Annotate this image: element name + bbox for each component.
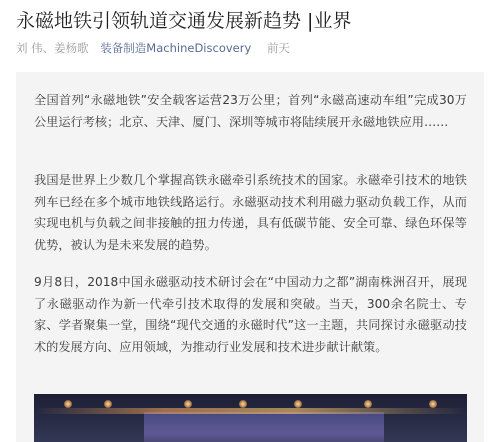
article-paragraph: 全国首列“永磁地铁”安全载客运营23万公里；首列“永磁高速动车组”完成30万公里运行考核；北京、天津、厦门、深圳等城市将陆续展开永磁地铁应用……	[34, 93, 467, 129]
article-body	[16, 72, 484, 442]
stage-light	[294, 400, 302, 408]
stage-light	[104, 400, 112, 408]
article-title: 永磁地铁引领轨道交通发展新趋势 |业界	[16, 10, 352, 32]
article-meta	[16, 40, 290, 56]
account-link[interactable]: 装备制造MachineDiscovery	[100, 41, 252, 55]
publish-date: 前天	[266, 41, 290, 55]
article-authors: 刘 伟、姜杨歌	[16, 41, 89, 55]
conference-photo[interactable]	[34, 394, 467, 442]
stage-glow	[34, 408, 467, 414]
stage-light	[184, 400, 192, 408]
stage-light	[239, 400, 247, 408]
stage-screen	[144, 412, 384, 442]
stage-light	[429, 400, 437, 408]
stage-light	[64, 400, 72, 408]
stage-light	[364, 400, 372, 408]
article-paragraph: 我国是世界上少数几个掌握高铁永磁牵引系统技术的国家。永磁牵引技术的地铁列车已经在多个城市地铁线路运行。永磁驱动技术利用磁力驱动负载工作，从而实现电机与负载之间非接触的扭力传递，具有低碳节能、安全可靠、绿色环保等优势，被认为是未来发展的趋势。	[34, 173, 467, 252]
article-paragraph: 9月8日，2018中国永磁驱动技术研讨会在“中国动力之都”湖南株洲召开，展现了永磁驱动作为新一代牵引技术取得的发展和突破。当天，300余名院士、专家、学者聚集一堂，围绕“现代交通的永磁时代”这一主题，共同探讨永磁驱动技术的发展方向、应用领域，为推动行业发展和技术进步献计献策。	[34, 275, 467, 354]
